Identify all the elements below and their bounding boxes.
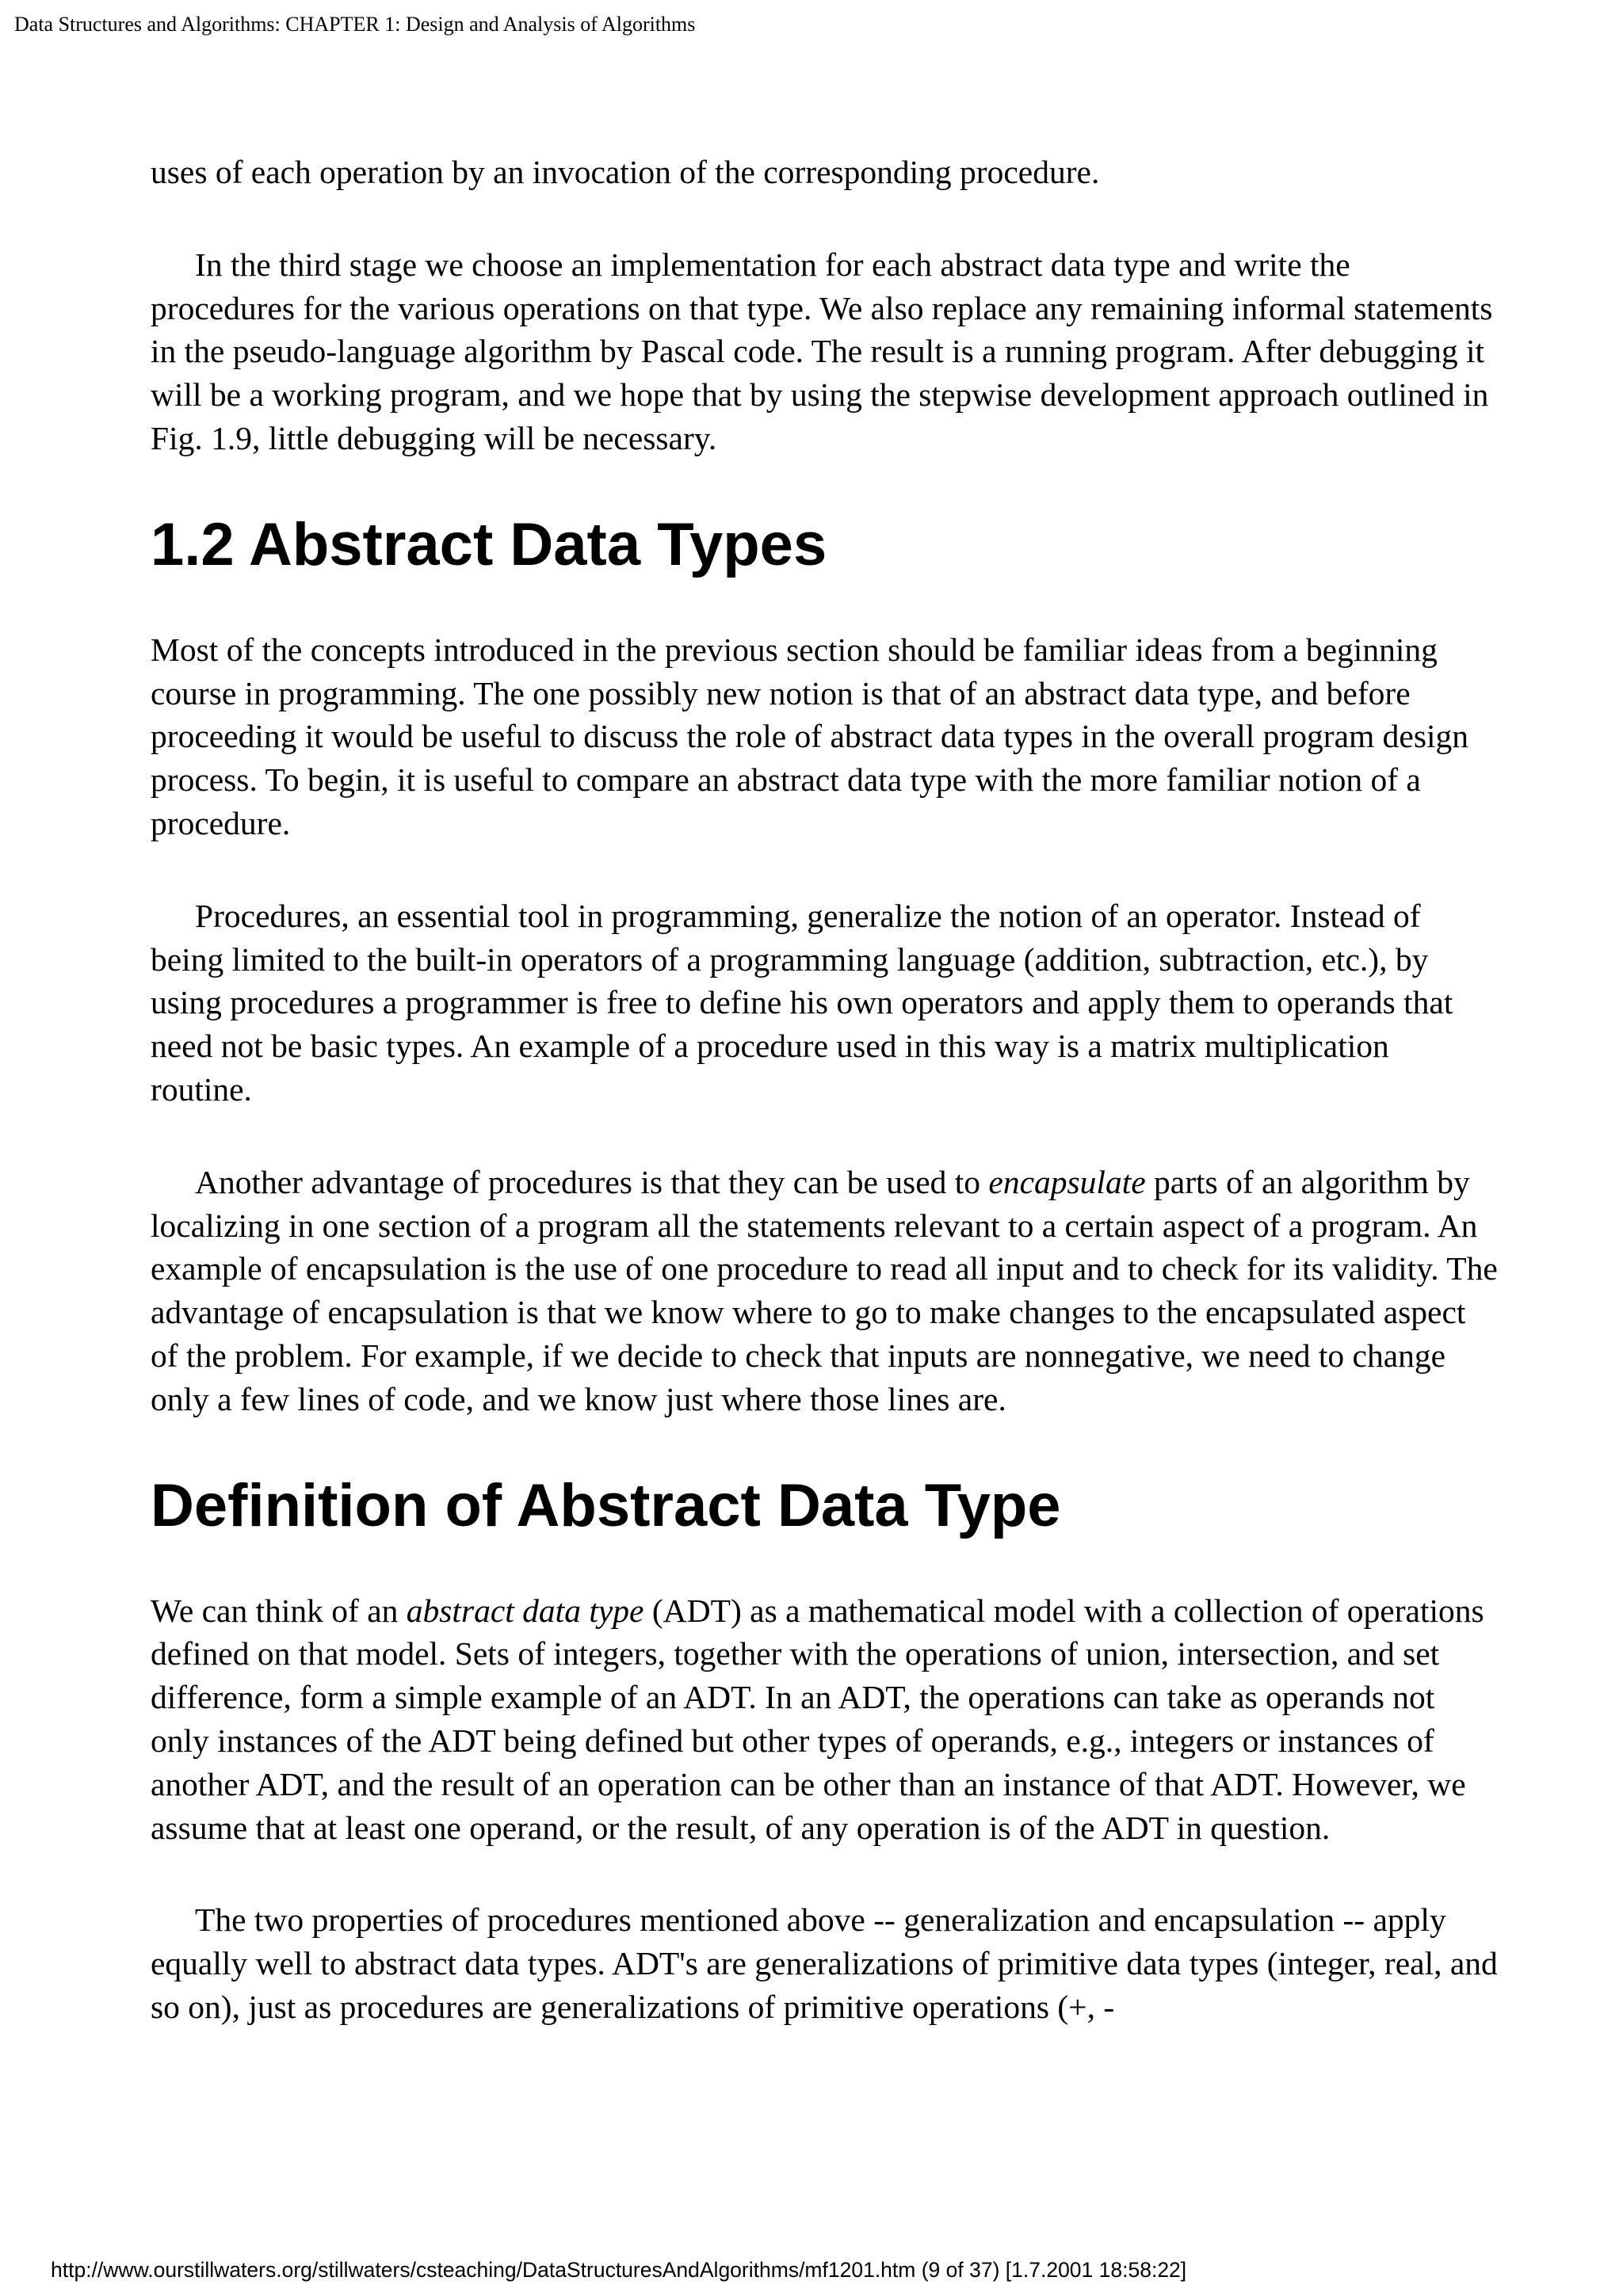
emphasis-abstract-data-type: abstract data type [406,1592,644,1629]
paragraph-two-properties: The two properties of procedures mentioned above -- generalization and encapsulation -- apply equally well to abstract data types. ADT's are generalizations of primitive data types (integer, real, and so on), just as procedures are generalizations of primitive operations (+, - [151,1901,1498,2025]
paragraph-concepts: Most of the concepts introduced in the previous section should be familiar ideas from a beginning course in programming. The one possibly new notion is that of an abstract data type, and before proceeding it would be useful to discuss the role of abstract data types in the overall program design process. To begin, it is useful to compare an abstract data type with the more familiar notion of a procedure. [151,631,1468,841]
document-body [151,151,1498,2078]
paragraph-continuation: uses of each operation by an invocation of the corresponding procedure. [151,154,1100,190]
text-run: parts of an algorithm by localizing in one section of a program all the statements relevant to a certain aspect of a program. An example of encapsulation is the use of one procedure to read all input and to check for its validity. The advantage of encapsulation is that we know where to go to make changes to the encapsulated aspect of the problem. For example, if we decide to check that inputs are nonnegative, we need to change only a few lines of code, and we know just where those lines are. [151,1163,1498,1417]
section-heading-abstract-data-types: 1.2 Abstract Data Types [151,510,827,578]
section-heading-definition: Definition of Abstract Data Type [151,1471,1061,1539]
text-run: Another advantage of procedures is that they can be used to [195,1163,989,1200]
paragraph-encapsulation [151,1161,1498,1421]
page-header: Data Structures and Algorithms: CHAPTER 1: Design and Analysis of Algorithms [14,13,696,36]
page-footer-url: http://www.ourstillwaters.org/stillwaters/csteaching/DataStructuresAndAlgorithms/mf1201.htm (9 of 37) [1.7.2001 18:58:22] [51,2258,1187,2282]
emphasis-encapsulate: encapsulate [988,1163,1146,1200]
text-run: We can think of an [151,1592,407,1629]
text-run: (ADT) as a mathematical model with a collection of operations defined on that model. Sets of integers, together with the operations of union, intersection, and set difference, form a simple example of an ADT. In an ADT, the operations can take as operands not only instances of the ADT being defined but other types of operands, e.g., integers or instances of another ADT, and the result of an operation can be other than an instance of that ADT. However, we assume that at least one operand, or the result, of any operation is of the ADT in question. [151,1592,1484,1846]
paragraph-adt-definition [151,1589,1498,1850]
paragraph-procedures: Procedures, an essential tool in programming, generalize the notion of an operator. Instead of being limited to the built-in operators of a programming language (addition, subtraction, etc.), by using procedures a programmer is free to define his own operators and apply them to operands that need not be basic types. An example of a procedure used in this way is a matrix multiplication routine. [151,897,1453,1108]
paragraph-third-stage: In the third stage we choose an implementation for each abstract data type and write the procedures for the various operations on that type. We also replace any remaining informal statements in the pseudo-language algorithm by Pascal code. The result is a running program. After debugging it will be a working program, and we hope that by using the stepwise development approach outlined in Fig. 1.9, little debugging will be necessary. [151,246,1493,456]
